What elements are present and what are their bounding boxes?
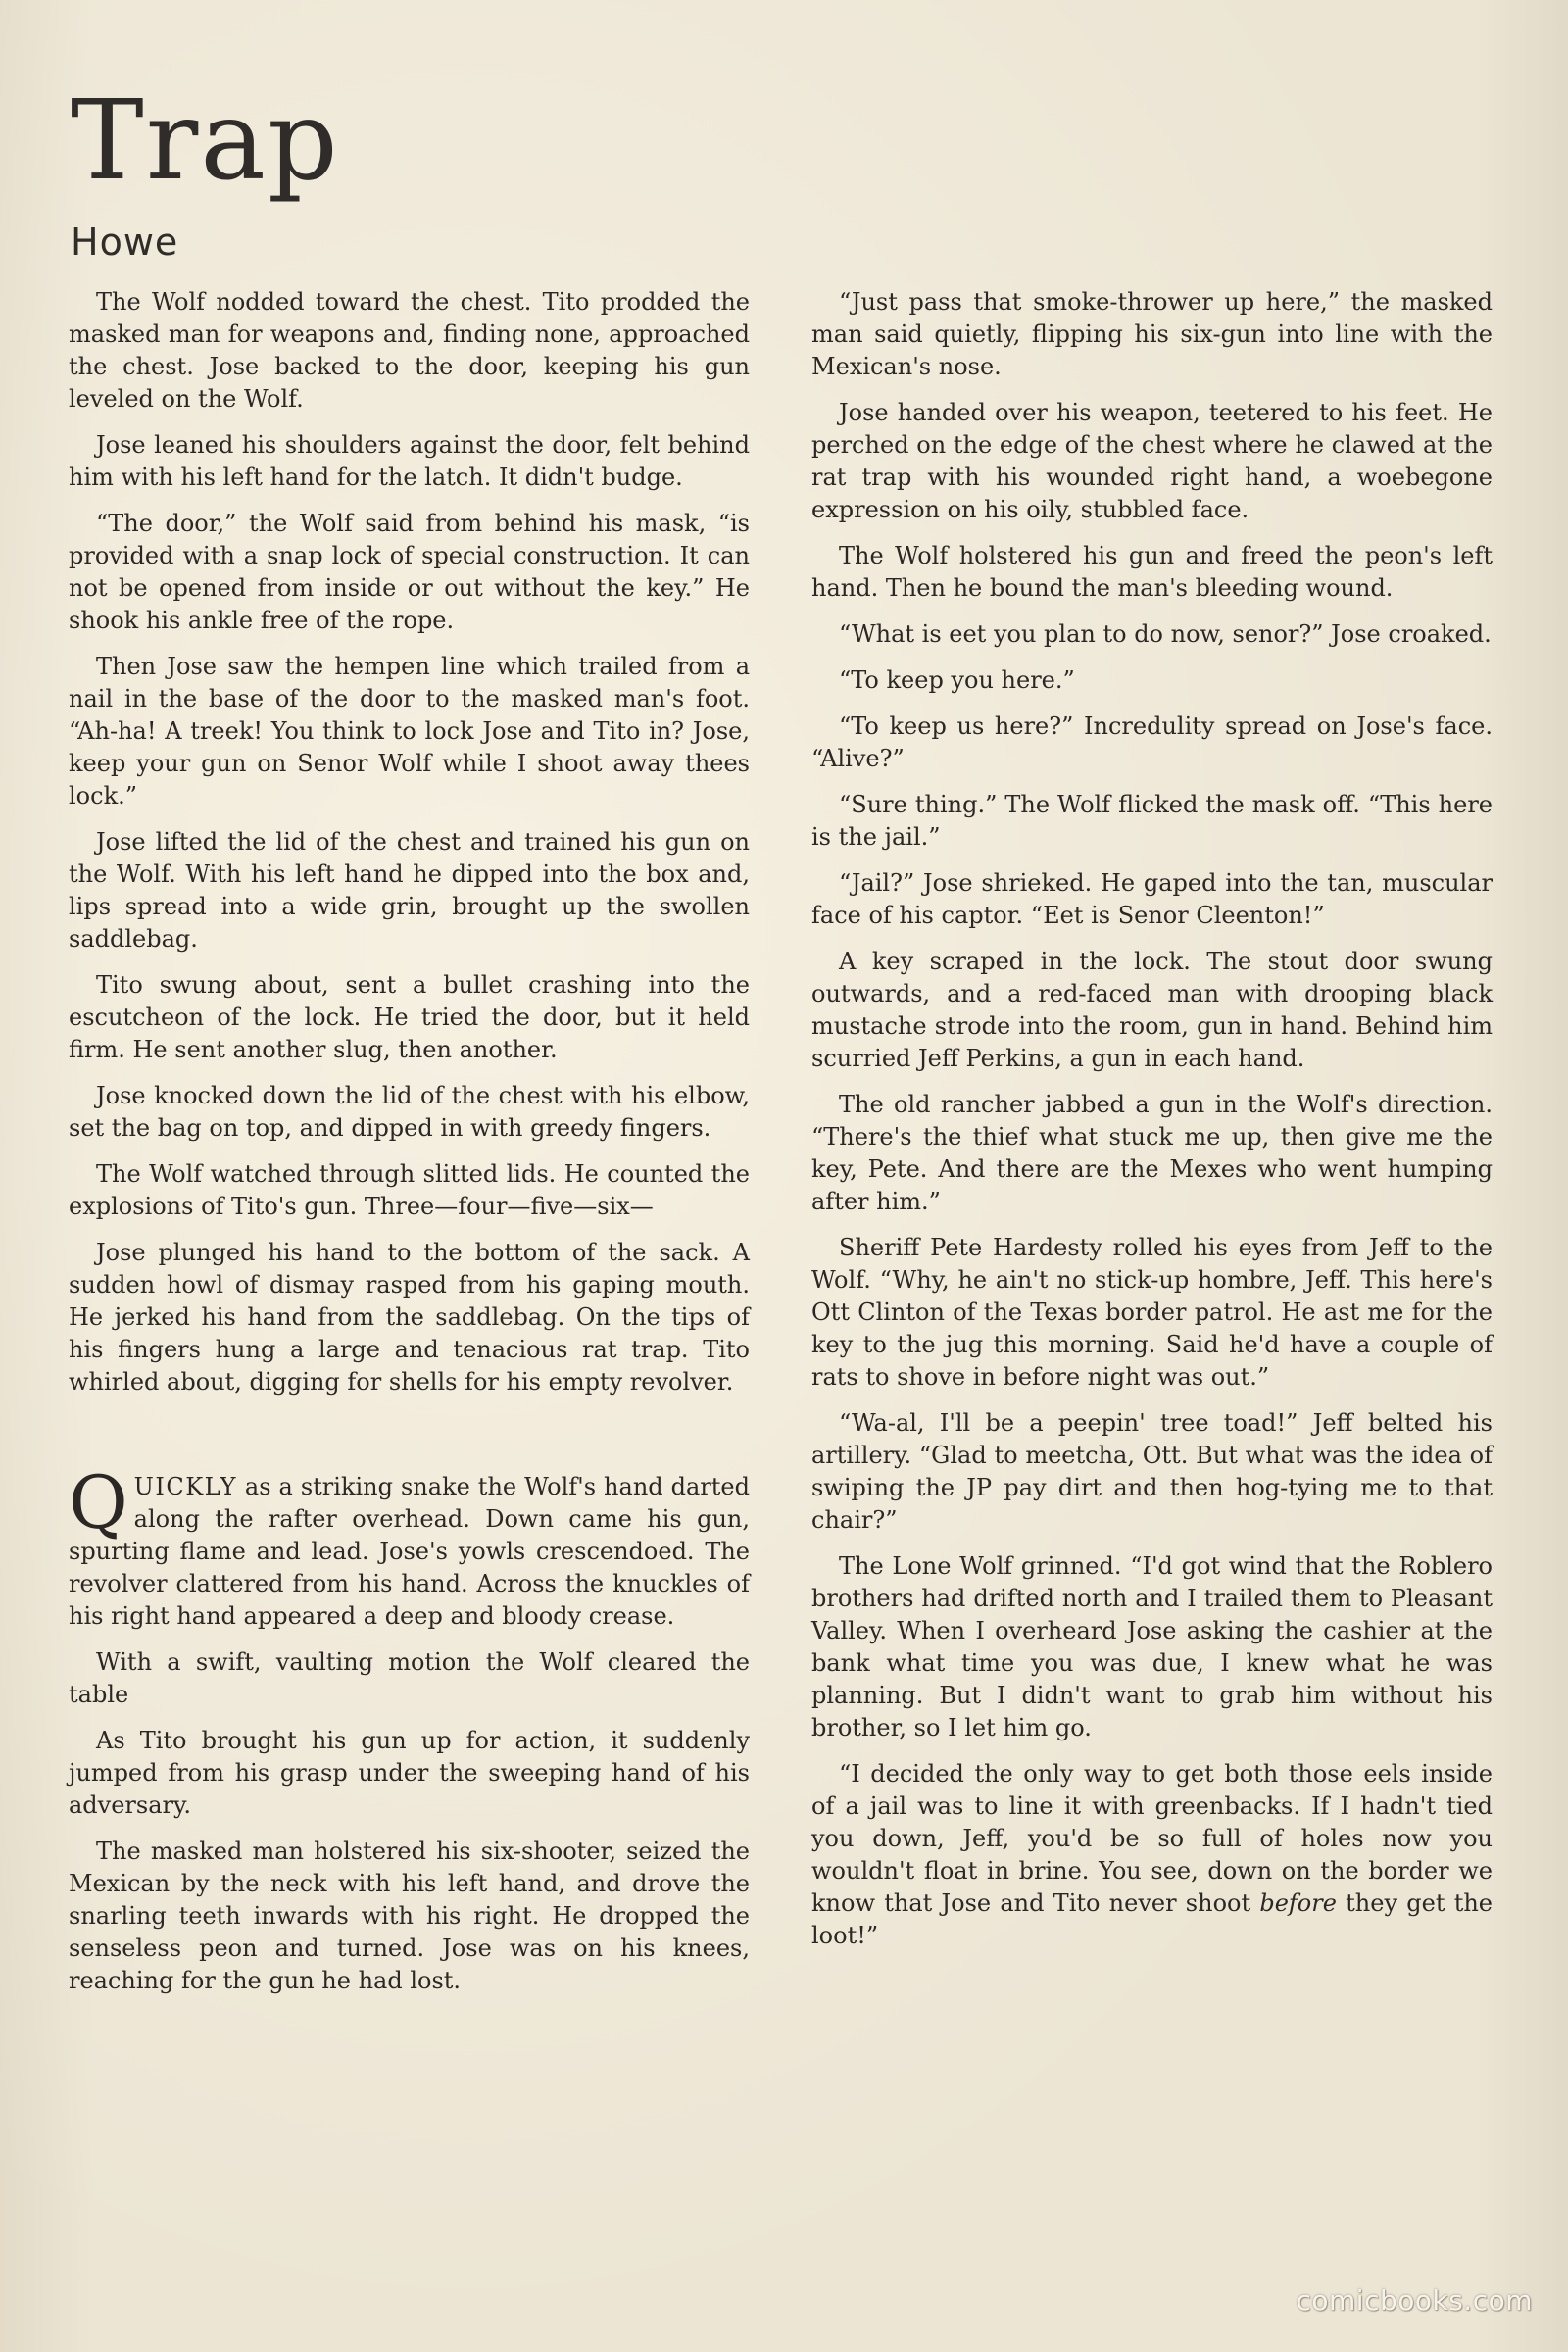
paragraph: Sheriff Pete Hardesty rolled his eyes from Jeff to the Wolf. “Why, he ain't no stick-up hombre, Jeff. This here's Ott Clinton of the Texas border patrol. He ast me for the key to the jug this morning. Said he'd have a couple of rats to shove in before night was out.”: [811, 1234, 1493, 1391]
paragraph: “To keep you here.”: [839, 666, 1075, 694]
paragraph: Jose leaned his shoulders against the door, felt behind him with his left hand for the latch. It didn't budge.: [69, 431, 750, 491]
paragraph: Jose lifted the lid of the chest and trained his gun on the Wolf. With his left hand he dipped into the box and, lips spread into a wide grin, brought up the swollen saddlebag.: [69, 828, 750, 953]
paragraph: “Just pass that smoke-thrower up here,” the masked man said quietly, flipping his six-gun into line with the Mexican's nose.: [811, 288, 1493, 380]
emphasized-word: before: [1259, 1889, 1337, 1917]
dropcap-paragraph-text: as a striking snake the Wolf's hand darted along the rafter overhead. Down came his gun, spurting flame and lead. Jose's yowls crescendoed. The revolver clattered from his hand. Across the knuckles of his right hand appeared a deep and bloody crease.: [69, 1473, 750, 1630]
paragraph: The Wolf watched through slitted lids. He counted the explosions of Tito's gun. Three—four—five—six—: [69, 1160, 750, 1220]
paragraph: The Lone Wolf grinned. “I'd got wind that the Roblero brothers had drifted north and I trailed them to Pleasant Valley. When I overheard Jose asking the cashier at the bank what time you was due, I knew what he was planning. But I didn't want to grab him without his brother, so I let him go.: [811, 1552, 1493, 1741]
paragraph: The Wolf holstered his gun and freed the peon's left hand. Then he bound the man's bleeding wound.: [811, 542, 1493, 602]
paragraph: “Wa-al, I'll be a peepin' tree toad!” Jeff belted his artillery. “Glad to meetcha, Ott. But what was the idea of swiping the JP pay dirt and then hog-tying me to that chair?”: [811, 1409, 1493, 1534]
watermark-text: comicbooks.com: [1296, 2284, 1533, 2317]
section-break: [69, 1412, 750, 1471]
paragraph: “Sure thing.” The Wolf flicked the mask off. “This here is the jail.”: [811, 791, 1493, 851]
final-paragraph-end: they get the loot!”: [811, 1889, 1494, 1949]
dropcap-paragraph: [69, 1461, 750, 1633]
paragraph: Jose plunged his hand to the bottom of the sack. A sudden howl of dismay rasped from his gaping mouth. He jerked his hand from the saddlebag. On the tips of his fingers hung a large and tenacious rat trap. Tito whirled about, digging for shells for his empty revolver.: [69, 1239, 750, 1396]
paragraph: The Wolf nodded toward the chest. Tito prodded the masked man for weapons and, finding none, approached the chest. Jose backed to the door, keeping his gun leveled on the Wolf.: [69, 288, 750, 413]
right-column: [811, 286, 1493, 1966]
paragraph: Jose handed over his weapon, teetered to his feet. He perched on the edge of the chest where he clawed at the rat trap with his wounded right hand, a woebegone expression on his oily, stubbled face.: [811, 399, 1493, 523]
paragraph: “What is eet you plan to do now, senor?” Jose croaked.: [839, 620, 1492, 648]
lead-in: UICKLY: [133, 1473, 237, 1500]
paragraph: “The door,” the Wolf said from behind his mask, “is provided with a snap lock of special construction. It can not be opened from inside or out without the key.” He shook his ankle free of the rope.: [69, 510, 750, 634]
paragraph: Then Jose saw the hempen line which trailed from a nail in the base of the door to the masked man's foot. “Ah-ha! A treek! You think to lock Jose and Tito in? Jose, keep your gun on Senor Wolf while I shoot away thees lock.”: [69, 653, 750, 809]
paragraph: Tito swung about, sent a bullet crashing into the escutcheon of the lock. He tried the door, but it held firm. He sent another slug, then another.: [69, 971, 750, 1063]
paragraph: A key scraped in the lock. The stout door swung outwards, and a red-faced man with drooping black mustache strode into the room, gun in hand. Behind him scurried Jeff Perkins, a gun in each hand.: [811, 948, 1493, 1072]
paragraph: “Jail?” Jose shrieked. He gaped into the tan, muscular face of his captor. “Eet is Senor Cleenton!”: [811, 869, 1493, 929]
story-title: Trap: [71, 77, 340, 205]
final-paragraph-text: “I decided the only way to get both those eels inside of a jail was to line it with greenbacks. If I hadn't tied you down, Jeff, you'd be so full of holes now you wouldn't float in brine. You see, down on the border we know that Jose and Tito never shoot: [811, 1760, 1493, 1917]
final-paragraph: [811, 1758, 1493, 1952]
story-author: Howe: [71, 220, 179, 264]
paragraph: The masked man holstered his six-shooter, seized the Mexican by the neck with his left hand, and drove the snarling teeth inwards with his right. He dropped the senseless peon and turned. Jose was on his knees, reaching for the gun he had lost.: [69, 1838, 750, 1994]
left-column: [69, 286, 750, 2011]
paragraph: “To keep us here?” Incredulity spread on Jose's face. “Alive?”: [811, 712, 1493, 772]
paragraph: As Tito brought his gun up for action, it suddenly jumped from his grasp under the sweeping hand of his adversary.: [69, 1727, 750, 1819]
paragraph: The old rancher jabbed a gun in the Wolf's direction. “There's the thief what stuck me up, then give me the key, Pete. And there are the Mexes who went humping after him.”: [811, 1091, 1493, 1215]
paragraph: With a swift, vaulting motion the Wolf cleared the table: [69, 1648, 750, 1708]
paragraph: Jose knocked down the lid of the chest with his elbow, set the bag on top, and dipped in with greedy fingers.: [69, 1082, 750, 1142]
drop-cap: Q: [69, 1461, 128, 1545]
